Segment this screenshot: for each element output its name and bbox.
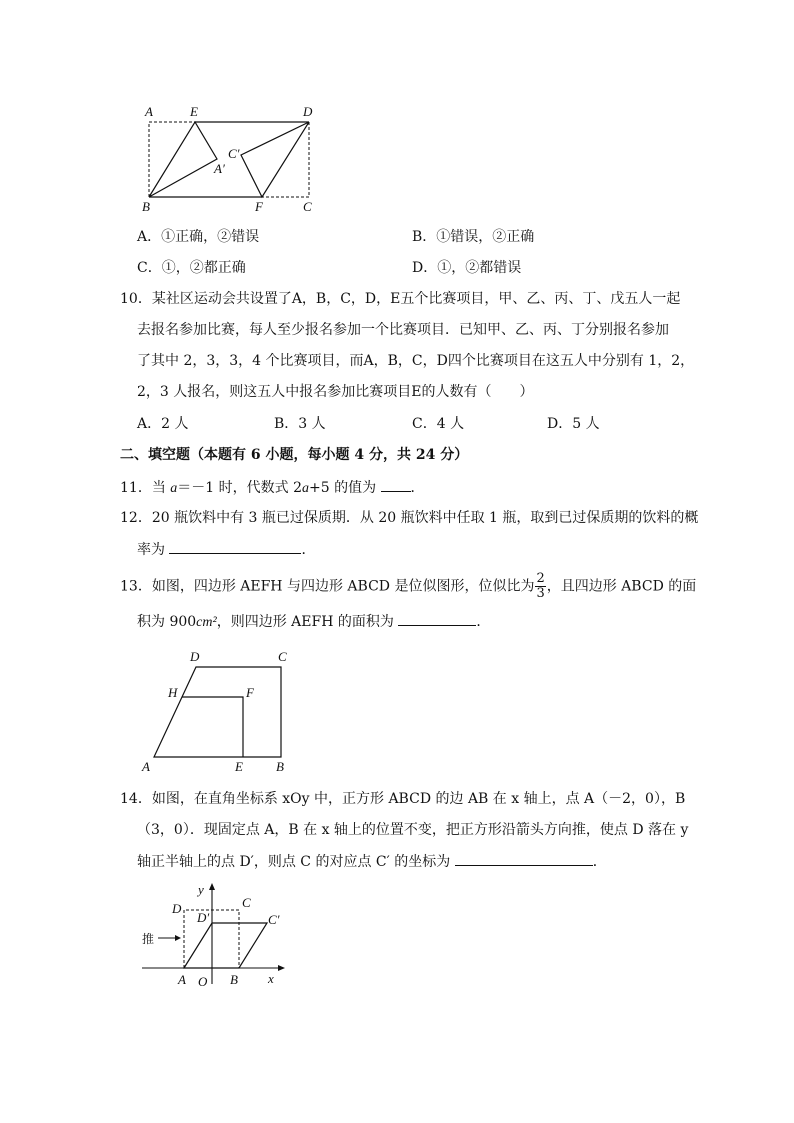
label-x: x xyxy=(268,971,274,986)
q10-option-c: C．4 人 xyxy=(412,416,465,432)
q10-option-b: B．3 人 xyxy=(274,416,326,432)
label-A: A xyxy=(142,759,150,774)
q13-end: ． xyxy=(476,614,491,630)
q9-option-b: B．①错误，②正确 xyxy=(412,229,535,245)
q9-option-c: C．①，②都正确 xyxy=(137,260,246,276)
q13-line-2 xyxy=(137,611,490,633)
q10-option-a: A．2 人 xyxy=(137,416,189,432)
q13-line1-suffix: ，且四边形 ABCD 的面 xyxy=(546,578,697,595)
q11-var-a2: a xyxy=(301,481,309,496)
q10-line-4: 2，3 人报名，则这五人中报名参加比赛项目E的人数有（ ） xyxy=(137,384,534,400)
q14-line3-prefix: 轴正半轴上的点 D′，则点 C 的对应点 C′ 的坐标为 xyxy=(137,854,455,870)
label-A: A xyxy=(178,972,186,987)
q13-unit: cm² xyxy=(196,615,217,630)
x-axis-arrow xyxy=(278,965,285,971)
q13-ratio-fraction xyxy=(535,572,545,601)
q11-middle: ＝－1 时，代数式 2 xyxy=(177,480,302,496)
q13-frac-num: 2 xyxy=(536,571,545,586)
q13-line2-suffix: ，则四边形 AEFH 的面积为 xyxy=(216,614,399,630)
q11-suffix: +5 的值为 xyxy=(308,480,381,496)
label-A: A xyxy=(145,104,153,119)
label-C: C xyxy=(278,649,287,664)
label-Cp: C′ xyxy=(268,912,280,927)
q9-option-d: D．①，②都错误 xyxy=(412,260,522,276)
label-B: B xyxy=(276,759,284,774)
label-H: H xyxy=(168,685,178,700)
q13-frac-den: 3 xyxy=(536,586,545,601)
label-F: F xyxy=(255,199,263,214)
q13-line2-prefix: 积为 900 xyxy=(137,614,197,630)
label-push: 推 xyxy=(142,932,155,946)
triangle-d-cp-f xyxy=(241,122,309,197)
q11-prefix: 11．当 xyxy=(120,480,171,496)
label-C: C xyxy=(242,895,251,910)
q12-line-2 xyxy=(137,539,315,560)
section-2-heading: 二、填空题（本题有 6 小题，每小题 4 分，共 24 分） xyxy=(120,447,469,463)
label-B: B xyxy=(230,972,238,987)
q10-option-d: D．5 人 xyxy=(547,416,600,432)
q14-end: ． xyxy=(592,854,607,870)
q11-var-a: a xyxy=(170,481,178,496)
label-Cp: C′ xyxy=(228,146,240,161)
q13-line1-prefix: 13．如图，四边形 AEFH 与四边形 ABCD 是位似图形，位似比为 xyxy=(120,578,535,595)
q11-answer-blank[interactable] xyxy=(381,477,411,492)
q11 xyxy=(120,477,425,499)
figure-q9 xyxy=(140,100,330,218)
label-O: O xyxy=(198,974,208,989)
q14-line-3 xyxy=(137,851,607,872)
push-arrow-head xyxy=(175,935,181,941)
quad-aefh xyxy=(182,697,243,757)
label-F: F xyxy=(246,685,254,700)
q12-prefix: 率为 xyxy=(137,542,170,558)
label-D: D xyxy=(303,104,313,119)
label-B: B xyxy=(142,199,150,214)
figure-q13 xyxy=(138,645,298,775)
q13-line-1 xyxy=(120,572,696,601)
label-E: E xyxy=(190,104,198,119)
q10-line-2: 去报名参加比赛，每人至少报名参加一个比赛项目．已知甲、乙、丙、丁分别报名参加 xyxy=(137,322,669,338)
label-Ap: A′ xyxy=(214,161,225,176)
q11-end: ． xyxy=(410,480,425,496)
q10-line-3: 了其中 2，3，3，4 个比赛项目，而A，B，C，D四个比赛项目在这五人中分别有 1，2， xyxy=(137,353,695,369)
q14-answer-blank[interactable] xyxy=(455,851,593,866)
parallelogram-abcpdp xyxy=(184,923,267,968)
quad-abcd xyxy=(154,667,281,757)
q13-answer-blank[interactable] xyxy=(398,611,476,626)
label-y: y xyxy=(198,882,204,897)
q10-line-1: 10．某社区运动会共设置了A，B，C，D，E五个比赛项目，甲、乙、丙、丁、戊五人一起 xyxy=(120,291,681,307)
label-D: D xyxy=(190,649,200,664)
q14-line-1: 14．如图，在直角坐标系 xOy 中，正方形 ABCD 的边 AB 在 x 轴上，点 A（－2，0），B xyxy=(120,791,686,807)
label-E: E xyxy=(235,759,243,774)
label-D: D xyxy=(172,901,182,916)
q14-line-2: （3，0）．现固定点 A，B 在 x 轴上的位置不变，把正方形沿箭头方向推，使点 D 落在 y xyxy=(137,822,689,838)
q12-answer-blank[interactable] xyxy=(169,539,301,554)
q12-line-1: 12．20 瓶饮料中有 3 瓶已过保质期．从 20 瓶饮料中任取 1 瓶，取到已过保质期的饮料的概 xyxy=(120,510,699,526)
q9-option-a: A．①正确，②错误 xyxy=(137,229,260,245)
figure-q14 xyxy=(138,880,288,990)
triangle-b-e-ap xyxy=(149,122,217,197)
y-axis-arrow xyxy=(209,883,215,890)
q12-end: ． xyxy=(301,542,316,558)
label-C: C xyxy=(303,199,312,214)
label-Dp: D′ xyxy=(197,910,210,925)
